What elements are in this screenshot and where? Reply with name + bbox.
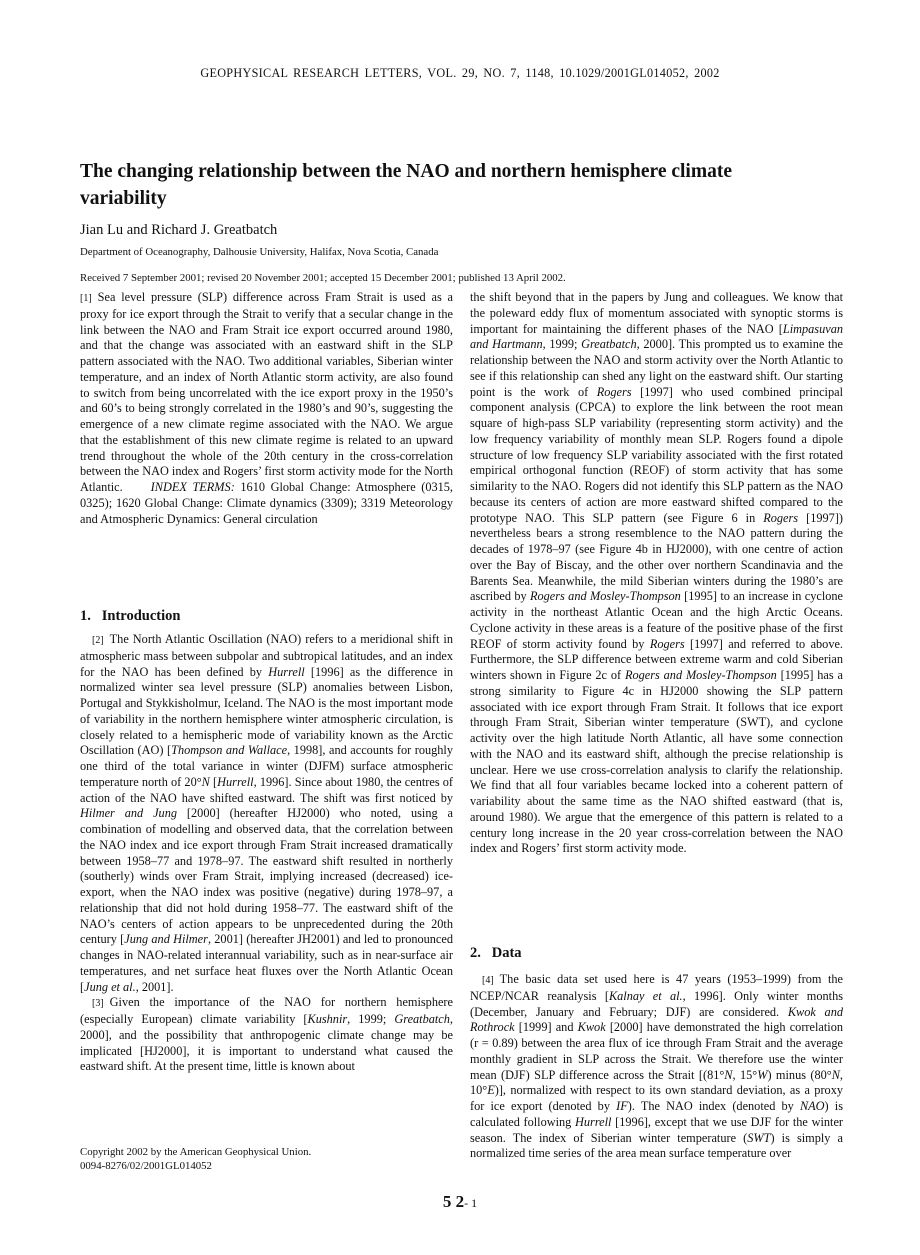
text-segment: , 2000]. This prompted us to examine the relationship between the NAO and storm activity over the North Atlantic to see if this relationship can shed any light on the eastward shift. Our starting point is the work of <box>470 337 844 399</box>
text-segment: , 2001]. <box>135 979 174 994</box>
affiliation: Department of Oceanography, Dalhousie University, Halifax, Nova Scotia, Canada <box>80 246 439 258</box>
italic-text: Hurrell <box>217 774 254 789</box>
italic-text: Limpasuvan and Hartmann <box>470 321 843 352</box>
abstract <box>80 290 453 527</box>
copyright-notice <box>80 1146 311 1173</box>
page-number-main: 5 2 <box>442 1192 465 1211</box>
italic-text: Hurrell <box>268 664 305 679</box>
text-segment: , 1999; <box>347 1012 395 1026</box>
italic-text: Hurrell <box>575 1114 612 1129</box>
italic-text: INDEX TERMS: <box>150 480 235 494</box>
text-segment: [1997] and referred to above. Furthermore, the SLP difference between extreme warm and cold Siberian winters shown in Figure 2c of <box>470 636 844 682</box>
text-segment: [1996] as the difference in normalized winter sea level pressure (SLP) anomalies between Lisbon, Portugal and Stykkisholmur, Iceland. The NAO is the most important mode of variability in the northern hemisphere winter atmospheric circulation, is closely related to a hemispheric mode of variability known as the Arctic Oscillation (AO) [ <box>80 664 454 758</box>
italic-text: IF <box>616 1099 628 1113</box>
text-segment: The basic data set used here is 47 years (1953–1999) from the NCEP/NCAR reanalysis [ <box>470 972 843 1003</box>
page-number <box>0 1192 920 1212</box>
text-segment: , 2000], and the possibility that anthropogenic climate change may be implicated [HJ2000], it is important to understand what caused the eastward shift. At the present time, little is known about <box>80 1012 453 1074</box>
text-segment: ) is calculated following <box>470 1099 843 1129</box>
italic-text: SWT <box>747 1130 771 1145</box>
italic-text: Jung et al. <box>84 979 136 994</box>
text-segment: Sea level pressure (SLP) difference across Fram Strait is used as a proxy for ice export through the Strait to verify that a secular change in the link between the NAO and Fram Strait ice export occurred around 1980, and that the change was associated with an eastward shift in the SLP pattern associated with the NAO. Two additional variables, Siberian winter temperature, and an index of North Atlantic storm activity, are also found to switch from being uncorrelated with the ice export proxy in the 1950’s and 60’s to being strongly correlated in the 1980’s and 90’s, suggesting the emergence of a new climate regime associated with the NAO. We argue that the establishment of this new climate regime is related to an upward trend throughout the whole of the 20th century in the cross-correlation between the NAO index and Rogers’ first storm activity mode for the North Atlantic. <box>80 290 453 494</box>
text-segment: , 2001] (hereafter JH2001) and led to pronounced changes in NAO-related interannual variability, such as in near-surface air temperatures, and net surface heat fluxes over the North Atlantic Ocean [ <box>80 932 454 994</box>
doi-code: 0094-8276/02/2001GL014052 <box>80 1159 212 1172</box>
paper-title: The changing relationship between the NAO and northern hemisphere climate variability <box>80 161 732 209</box>
italic-text: Rogers <box>763 510 799 525</box>
text-segment: [1997] who used combined principal component analysis (CPCA) to explore the link between the root mean square of high-pass SLP variability (representing storm activity) and the low frequency variability of monthly mean SLP. Rogers found a dipole structure of low frequency SLP variability associated with the first rotated empirical orthogonal function (REOF) of storm activity that has some similarity to the NAO. Rogers did not identify this SLP pattern as the NAO because its centers of action are more eastward shifted compared to the prototype NAO. This SLP pattern (see Figure 6 in <box>470 384 843 525</box>
text-segment: Given the importance of the NAO for northern hemisphere (especially European) climate variability [ <box>80 995 453 1026</box>
text-segment: , 1996]. Since about 1980, the centres of action of the NAO have shifted eastward. The shift was first noticed by <box>80 774 454 805</box>
text-segment: 1610 Global Change: Atmosphere (0315, 0325); 1620 Global Change: Climate dynamics (3309); 3319 Meteorology and Atmospheric Dynamics: General circulation <box>80 480 454 526</box>
paragraph-2 <box>80 632 453 995</box>
text-segment: ) is simply a normalized time series of the area mean surface temperature over <box>470 1130 843 1161</box>
italic-text: Kalnay et al. <box>608 988 683 1003</box>
text-segment: , 1999; <box>542 337 582 352</box>
text-segment: [1999] and <box>514 1020 578 1035</box>
copyright-line: Copyright 2002 by the American Geophysical Union. <box>80 1146 312 1158</box>
page-number-suffix: - 1 <box>464 1196 478 1210</box>
introduction-left-column <box>80 632 453 1075</box>
italic-text: Rogers <box>649 636 685 651</box>
text-segment: [1997]) nevertheless bears a strong resemblence to the NAO pattern during the decades of 1978–97 (see Figure 4b in HJ2000), with one centre of action over the Bay of Biscay, and the other over northern Scandinavia and the Barents Sea. Meanwhile, the mild Siberian winters during the 1980’s are ascribed by <box>470 510 844 604</box>
text-segment: [1995] has a strong similarity to Figure 4c in HJ2000 showing the SLP pattern associated with ice export through Fram Strait. It follows that ice export through Fram Strait, Siberian winter temperature (SWT), and cyclone activity over the high latitude North Atlantic, all have some connection with the NAO and its eastward shift, although the precise relationship is unclear. Here we use cross-correlation analysis to clarify the relationship. We find that all four variables became locked into a coherent pattern of variability about the same time as the NAO shifted eastward (that is, around 1980). We argue that the emergence of this pattern is related to a century long increase in the 20 year cross-correlation between the NAO index and Rogers’ first storm activity mode. <box>470 668 843 856</box>
italic-text: W <box>757 1067 768 1082</box>
italic-text: Greatbatch <box>581 337 637 352</box>
text-segment: , 1998], and accounts for roughly one third of the total variance in winter (DJFM) surface atmospheric temperature north of 20° <box>80 743 453 789</box>
data-column <box>470 972 843 1162</box>
section-heading-introduction: 1. Introduction <box>80 608 181 624</box>
text-segment: ) minus (80° <box>767 1067 832 1082</box>
journal-header: GEOPHYSICAL RESEARCH LETTERS, VOL. 29, NO. 7, 1148, 10.1029/2001GL014052, 2002 <box>200 66 720 80</box>
paragraph-number: [3] <box>92 998 104 1010</box>
paragraph-4 <box>470 972 843 1162</box>
text-segment: , 15° <box>732 1067 758 1082</box>
italic-text: Jung and Hilmer <box>124 932 208 947</box>
authors: Jian Lu and Richard J. Greatbatch <box>80 222 278 238</box>
italic-text: Kwok <box>577 1020 606 1035</box>
italic-text: Rogers <box>596 384 632 399</box>
italic-text: Rogers and Mosley-Thompson <box>529 589 681 604</box>
italic-text: Rogers and Mosley-Thompson <box>624 668 777 682</box>
italic-text: Kushnir <box>307 1012 348 1026</box>
text-segment: [1996], except that we use DJF for the winter season. The index of Siberian winter temperature ( <box>470 1114 843 1145</box>
abstract-paragraph <box>80 290 453 527</box>
italic-text: N <box>201 774 210 789</box>
paragraph-3-continued <box>470 290 843 857</box>
text-segment: the shift beyond that in the papers by Jung and colleagues. We know that the poleward eddy flux of momentum associated with synoptic storms is important for maintaining the different phases of the NAO [ <box>470 290 843 336</box>
italic-text: Hilmer and Jung <box>80 806 178 821</box>
paragraph-3 <box>80 995 453 1075</box>
italic-text: N <box>831 1067 840 1082</box>
italic-text: Thompson and Wallace <box>171 743 288 758</box>
paragraph-number: [4] <box>482 975 494 986</box>
italic-text: E <box>487 1083 495 1098</box>
section-heading-data: 2. Data <box>470 945 522 961</box>
introduction-right-column <box>470 290 843 857</box>
text-segment: [ <box>209 774 218 789</box>
text-segment: ). The NAO index (denoted by <box>627 1099 800 1113</box>
text-segment: [2000] have demonstrated the high correlation (r = 0.89) between the area flux of ice through Fram Strait and the average monthly gradient in SLP across the Strait. We therefore use the winter mean (DJF) SLP difference across the Strait [(81° <box>470 1020 843 1082</box>
text-segment: The North Atlantic Oscillation (NAO) refers to a meridional shift in atmospheric mass between subpolar and subtropical latitudes, and an index for the NAO has been defined by <box>80 632 453 679</box>
italic-text: Greatbatch <box>394 1012 450 1026</box>
paragraph-number: [2] <box>92 635 104 646</box>
text-segment: , 1996]. Only winter months (December, January and February; DJF) are considered. <box>470 988 844 1019</box>
italic-text: NAO <box>799 1099 825 1113</box>
italic-text: N <box>724 1067 733 1082</box>
text-segment: )], normalized with respect to its own standard deviation, as a proxy for ice export (denoted by <box>470 1083 843 1113</box>
text-segment: [1995] to an increase in cyclone activity in the northeast Atlantic Ocean and the high Arctic Oceans. Cyclone activity in these areas is a feature of the positive phase of the first REOF of storm activity found by <box>470 589 843 651</box>
italic-text: Kwok and Rothrock <box>470 1004 843 1035</box>
text-segment: [2000] (hereafter HJ2000) who noted, using a combination of modelling and observed data, that the correlation between the NAO index and ice export through Fram Strait increased dramatically between 1958–77 and 1978–97. The eastward shift resulted in northerly (southerly) winds over Fram Strait, implying increased (decreased) ice-export, when the NAO index was positive (negative) during 1978–97, a relationship that did not hold during 1958–77. The eastward shift of the NAO’s centers of action appears to be unprecedented during the 20th century [ <box>80 806 453 947</box>
received-dates: Received 7 September 2001; revised 20 November 2001; accepted 15 December 2001; published 13 April 2002. <box>80 272 566 284</box>
paragraph-number: [1] <box>80 293 92 304</box>
text-segment: , 10° <box>470 1067 843 1098</box>
